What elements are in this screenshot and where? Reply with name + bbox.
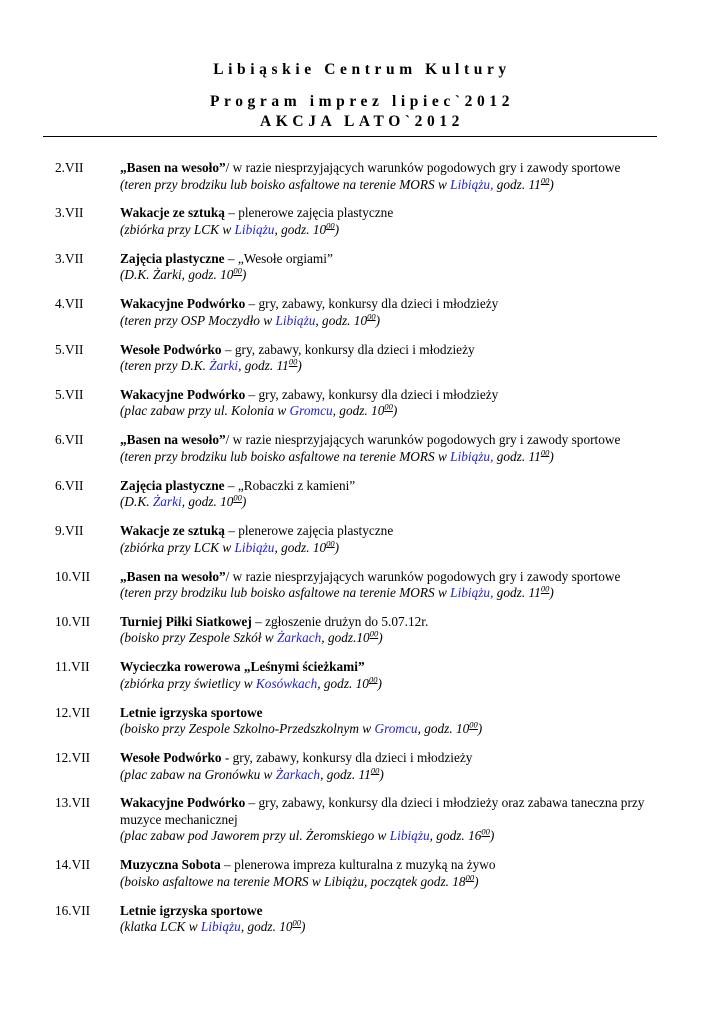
event-date: 3.VII [55,250,84,266]
event-item [0,614,724,647]
event-time-minutes: 00 [465,872,475,883]
org-title: Libiąskie Centrum Kultury [213,61,511,78]
event-details [120,267,668,284]
event-time-minutes: 00 [540,175,550,186]
event-title: Wakacje ze sztuką [120,523,225,539]
event-item [0,387,724,420]
event-location: (zbiórka przy LCK w [120,221,235,237]
event-details [120,721,668,738]
event-body [120,795,668,845]
event-item [0,296,724,329]
event-headline [120,614,668,631]
event-details [120,676,668,693]
event-body [120,387,668,420]
event-time: , godz. 16 [429,828,482,844]
event-location: (teren przy D.K. [120,358,210,374]
event-title: Wesołe Podwórko [120,341,222,357]
event-date: 14.VII [55,857,91,873]
event-details-close: ) [549,448,554,464]
event-headline [120,705,668,722]
event-location: (boisko asfaltowe na terenie MORS w Libiążu, początek godz. 18 [120,873,466,889]
event-item [0,251,724,284]
event-body [120,659,668,692]
event-time-minutes: 00 [369,628,379,639]
event-body [120,523,668,556]
event-place-link[interactable]: Żarki [209,358,239,374]
event-title: Zajęcia plastyczne [120,477,225,493]
event-headline [120,857,668,874]
event-place-link[interactable]: Żarkach [275,766,321,782]
event-list [0,160,724,948]
event-title: Zajęcia plastyczne [120,250,225,266]
event-headline [120,251,668,268]
program-title: Program imprez lipiec`2012 [209,93,515,110]
event-body [120,432,668,465]
event-time-minutes: 00 [326,220,335,231]
event-time-minutes: 00 [540,583,550,594]
event-body [120,251,668,284]
event-time: , godz.10 [321,630,370,646]
event-place-link[interactable]: Żarki [152,494,182,510]
event-headline [120,569,668,586]
event-time: godz. 11 [493,176,541,192]
event-description: – gry, zabawy, konkursy dla dzieci i młodzieży [221,341,475,357]
event-body [120,705,668,738]
event-details [120,494,668,511]
event-time: , godz. 10 [417,721,470,737]
event-headline [120,750,668,767]
event-details [120,630,668,647]
event-item [0,659,724,692]
event-date: 4.VII [55,296,84,312]
event-item [0,857,724,890]
event-date: 16.VII [55,902,91,918]
event-date: 9.VII [55,523,84,539]
header-divider [43,136,657,137]
action-title: AKCJA LATO`2012 [259,113,465,130]
event-time-minutes: 00 [233,265,242,276]
event-description: / w razie niesprzyjających warunków pogodowych gry i zawody sportowe [225,568,621,584]
event-title: „Basen na wesoło” [120,568,226,584]
event-title: „Basen na wesoło” [120,160,226,175]
event-details-close: ) [334,221,340,237]
event-headline [120,478,668,495]
event-description: - gry, zabawy, konkursy dla dzieci i młodzieży [221,750,473,766]
event-place-link[interactable]: Libiążu [389,828,430,844]
event-item [0,795,724,845]
event-location: (boisko przy Zespole Szkół w [120,630,277,646]
event-body [120,750,668,783]
event-location: (teren przy brodziku lub boisko asfaltowe na terenie MORS w [120,585,451,601]
event-time: , godz. 11 [320,766,371,782]
event-time-minutes: 00 [481,827,490,838]
event-place-link[interactable]: Libiążu, [450,448,494,464]
event-item [0,205,724,238]
event-date: 6.VII [55,432,84,448]
event-time-minutes: 00 [469,719,478,730]
event-date: 10.VII [55,613,91,629]
event-details-close: ) [241,494,247,510]
event-details-close: ) [489,828,495,844]
event-title: Wakacje ze sztuką [120,205,225,221]
event-details-close: ) [334,539,340,555]
event-date: 6.VII [55,477,84,493]
event-description: – gry, zabawy, konkursy dla dzieci i młodzieży [245,386,499,402]
event-time: , godz. 10 [332,403,385,419]
event-item [0,750,724,783]
event-description: – gry, zabawy, konkursy dla dzieci i młodzieży [245,296,499,312]
event-time: godz. 11 [493,585,541,601]
event-time-minutes: 00 [367,311,376,322]
event-details [120,177,668,194]
event-date: 13.VII [55,795,91,811]
event-description: – plenerowa impreza kulturalna z muzyką na żywo [220,857,496,873]
event-location: (D.K. Żarki, godz. 10 [120,267,234,283]
event-headline [120,205,668,222]
event-details-close: ) [477,721,483,737]
event-location: (teren przy OSP Moczydło w [120,312,276,328]
event-details-close: ) [377,675,382,691]
event-place-link[interactable]: Libiążu [200,919,241,935]
event-time: godz. 11 [493,448,541,464]
event-body [120,478,668,511]
event-time-minutes: 00 [384,402,393,413]
event-place-link[interactable]: Libiążu, [450,176,494,192]
event-description: – „Robaczki z kamieni” [224,477,356,493]
event-headline [120,432,668,449]
event-headline [120,342,668,359]
event-location: (D.K. [120,494,153,510]
event-place-link[interactable]: Libiążu [234,221,275,237]
event-body [120,205,668,238]
event-headline [120,903,668,920]
event-body [120,569,668,602]
event-title: Muzyczna Sobota [120,857,221,873]
event-description: – zgłoszenie drużyn do 5.07.12r. [251,613,429,629]
event-date: 11.VII [55,659,90,675]
event-time: , godz. 10 [240,919,293,935]
event-description: – plenerowe zajęcia plastyczne [224,205,394,221]
event-date: 5.VII [55,341,84,357]
event-location: (plac zabaw przy ul. Kolonia w [120,403,290,419]
event-date: 10.VII [55,568,91,584]
event-details [120,358,668,375]
event-date: 12.VII [55,704,91,720]
event-headline [120,296,668,313]
event-place-link[interactable]: Libiążu [234,539,275,555]
event-item [0,342,724,375]
event-details-close: ) [549,585,554,601]
event-place-link[interactable]: Libiążu [275,312,316,328]
event-details [120,449,668,466]
event-body [120,614,668,647]
event-description: / w razie niesprzyjających warunków pogodowych gry i zawody sportowe [225,160,621,175]
event-description: / w razie niesprzyjających warunków pogodowych gry i zawody sportowe [225,432,621,448]
event-details [120,540,668,557]
event-details-close: ) [392,403,398,419]
event-details [120,919,668,936]
event-location: (teren przy brodziku lub boisko asfaltowe na terenie MORS w [120,448,451,464]
event-details-close: ) [297,358,302,374]
event-time-minutes: 00 [288,356,298,367]
event-headline [120,795,668,828]
event-time-minutes: 00 [370,765,380,776]
event-item [0,478,724,511]
event-description: – plenerowe zajęcia plastyczne [224,523,394,539]
event-details-close: ) [379,766,384,782]
event-location: (teren przy brodziku lub boisko asfaltowe na terenie MORS w [120,176,451,192]
event-body [120,903,668,936]
event-date: 2.VII [55,160,84,175]
event-location: (plac zabaw na Gronówku w [120,766,276,782]
event-location: (plac zabaw pod Jaworem przy ul. Żeromskiego w [120,828,390,844]
event-location: (zbiórka przy świetlicy w [120,675,256,691]
event-item [0,569,724,602]
event-details [120,313,668,330]
event-details-close: ) [378,630,383,646]
event-body [120,160,668,193]
event-time: , godz. 10 [315,312,368,328]
event-description: – gry, zabawy, konkursy dla dzieci i młodzieży oraz zabawa taneczna przy muzyce mechanicznej [120,795,645,827]
event-place-link[interactable]: Żarkach [276,630,322,646]
event-place-link[interactable]: Gromcu [289,403,333,419]
event-item [0,432,724,465]
event-details-close: ) [474,873,479,889]
event-headline [120,523,668,540]
event-details [120,585,668,602]
event-details-close: ) [549,176,554,192]
event-time: , godz. 10 [274,221,327,237]
event-details [120,767,668,784]
event-place-link[interactable]: Kosówkach [255,675,318,691]
event-body [120,296,668,329]
event-time: , godz. 10 [317,675,369,691]
event-headline [120,659,668,676]
event-details [120,222,668,239]
event-title: Wesołe Podwórko [120,750,222,766]
event-description: – „Wesołe orgiami” [224,250,333,266]
event-details [120,828,668,845]
event-time-minutes: 00 [233,492,242,503]
event-place-link[interactable]: Gromcu [374,721,418,737]
event-time: , godz. 10 [181,494,234,510]
event-title: Turniej Piłki Siatkowej [120,613,252,629]
event-title: Wycieczka rowerowa „Leśnymi ścieżkami” [120,659,365,675]
event-body [120,857,668,890]
event-item [0,160,724,193]
event-date: 3.VII [55,205,84,221]
event-item [0,705,724,738]
event-time-minutes: 00 [540,447,550,458]
event-body [120,342,668,375]
event-time: , godz. 11 [238,358,289,374]
event-location: (zbiórka przy LCK w [120,539,235,555]
event-time: , godz. 10 [274,539,327,555]
event-details [120,874,668,891]
event-location: (klatka LCK w [120,919,201,935]
event-title: Wakacyjne Podwórko [120,386,246,402]
event-item [0,523,724,556]
event-headline [120,387,668,404]
event-details [120,403,668,420]
event-time-minutes: 00 [368,674,378,685]
event-details-close: ) [301,919,306,935]
event-date: 5.VII [55,386,84,402]
event-details-close: ) [375,312,381,328]
event-title: Wakacyjne Podwórko [120,795,246,811]
event-time-minutes: 00 [326,538,335,549]
event-title: Wakacyjne Podwórko [120,296,246,312]
event-headline [120,160,668,177]
event-details-close: ) [241,267,247,283]
event-title: Letnie igrzyska sportowe [120,902,263,918]
event-date: 12.VII [55,750,91,766]
event-item [0,903,724,936]
event-location: (boisko przy Zespole Szkolno-Przedszkolnym w [120,721,375,737]
event-title: Letnie igrzyska sportowe [120,704,263,720]
event-time-minutes: 00 [292,917,302,928]
event-place-link[interactable]: Libiążu, [450,585,494,601]
event-title: „Basen na wesoło” [120,432,226,448]
